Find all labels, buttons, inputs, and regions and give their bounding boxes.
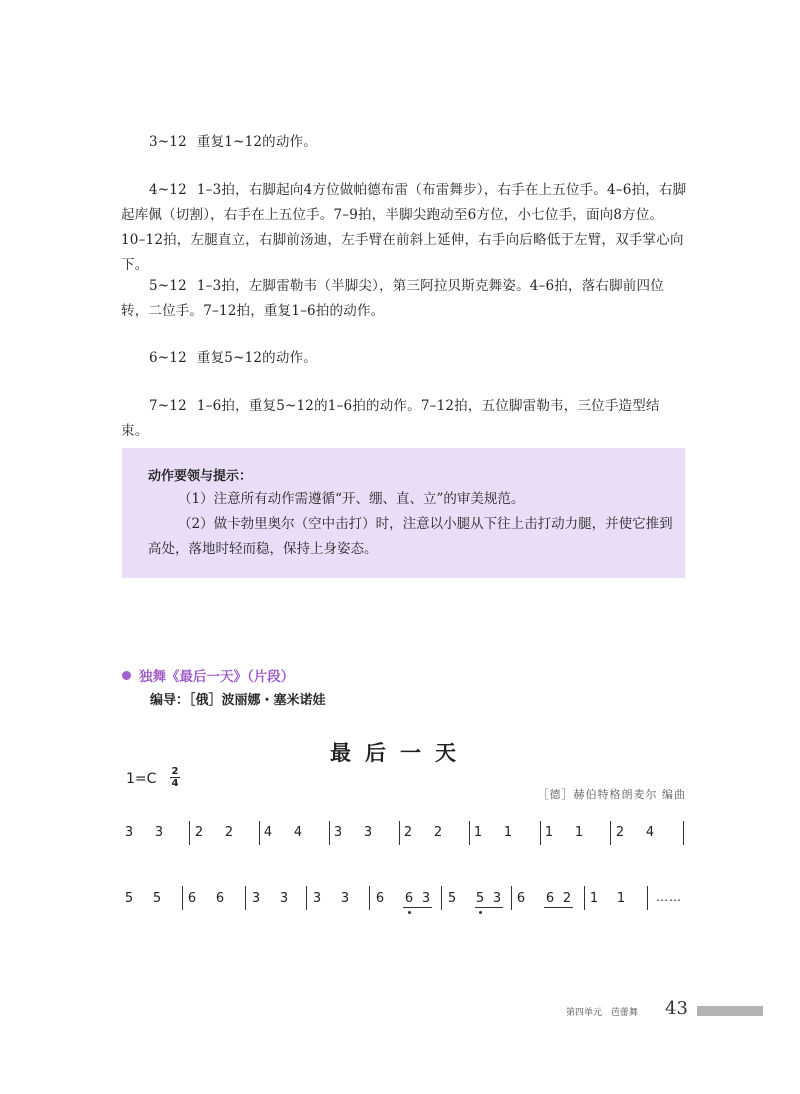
bar-line bbox=[441, 886, 442, 910]
score-note: 3 bbox=[492, 891, 502, 906]
score-note: 1 bbox=[574, 825, 584, 840]
tips-title: 动作要领与提示： bbox=[148, 469, 253, 484]
score-note: 4 bbox=[263, 825, 273, 840]
beat-number: 6~12 bbox=[149, 350, 187, 366]
time-top: 2 bbox=[171, 766, 179, 777]
score-note: 1 bbox=[503, 825, 513, 840]
tip-line-3: 高处，落地时轻而稳，保持上身姿态。 bbox=[148, 541, 378, 557]
score-note: 6 bbox=[404, 891, 414, 906]
footer-bar bbox=[697, 1006, 763, 1016]
eighth-underline bbox=[544, 907, 573, 908]
paragraph-text: 重复1~12的动作。 bbox=[196, 134, 317, 150]
score-note: 2 bbox=[403, 825, 413, 840]
score-note: 3 bbox=[124, 825, 134, 840]
beat-number: 4~12 bbox=[149, 182, 187, 198]
eighth-underline bbox=[403, 907, 432, 908]
score-note: 2 bbox=[433, 825, 443, 840]
page-number: 43 bbox=[665, 998, 688, 1019]
bar-line bbox=[182, 886, 183, 910]
score-note: 3 bbox=[421, 891, 431, 906]
bar-line bbox=[610, 821, 611, 845]
score-note: 5 bbox=[124, 891, 134, 906]
score-note: 1 bbox=[589, 891, 599, 906]
paragraph-text: 重复5~12的动作。 bbox=[196, 350, 317, 366]
score-ellipsis: …… bbox=[656, 890, 682, 904]
section-heading-text: 独舞《最后一天》（片段） bbox=[139, 669, 295, 685]
score-note: 5 bbox=[152, 891, 162, 906]
bar-line bbox=[647, 886, 648, 910]
bar-line bbox=[584, 886, 585, 910]
score-note: 6 bbox=[187, 891, 197, 906]
score-note: 6 bbox=[215, 891, 225, 906]
score-note: 6 bbox=[545, 891, 555, 906]
composer-credit: ［德］赫伯特格朗麦尔 编曲 bbox=[537, 788, 686, 801]
octave-dot bbox=[479, 911, 482, 914]
score-note: 2 bbox=[615, 825, 625, 840]
score-note: 3 bbox=[363, 825, 373, 840]
bar-line bbox=[189, 821, 190, 845]
octave-dot bbox=[408, 911, 411, 914]
bar-line bbox=[511, 886, 512, 910]
tip-line-1: （1）注意所有动作需遵循“开、绷、直、立”的审美规范。 bbox=[178, 491, 525, 507]
score-note: 3 bbox=[340, 891, 350, 906]
paragraph-text: 1–3拍，右脚起向4方位做帕德布雷（布雷舞步），右手在上五位手。4–6拍，右脚起库佩（切割），右手在上五位手。7–9拍，半脚尖跑动至6方位，小七位手，面向8方位。10–12拍，左腿直立，右脚前汤迪，左手臂在前斜上延伸，右手向后略低于左臂，双手掌心向下。 bbox=[121, 182, 687, 273]
score-note: 3 bbox=[312, 891, 322, 906]
score-note: 6 bbox=[375, 891, 385, 906]
score-note: 2 bbox=[224, 825, 234, 840]
footer-unit: 第四单元 芭蕾舞 bbox=[566, 1008, 638, 1018]
bar-line bbox=[469, 821, 470, 845]
score-title: 最后一天 bbox=[330, 740, 470, 765]
beat-number: 7~12 bbox=[149, 398, 187, 414]
score-note: 4 bbox=[645, 825, 655, 840]
score-note: 3 bbox=[279, 891, 289, 906]
bar-line bbox=[369, 886, 370, 910]
key-signature: 1=C bbox=[126, 771, 157, 787]
bar-line bbox=[245, 886, 246, 910]
beat-number: 5~12 bbox=[149, 278, 187, 294]
score-note: 6 bbox=[516, 891, 526, 906]
choreographer-credit: 编导：［俄］波丽娜・塞米诺娃 bbox=[150, 693, 326, 708]
bar-line bbox=[329, 821, 330, 845]
score-note: 5 bbox=[447, 891, 457, 906]
bar-line bbox=[683, 821, 684, 845]
eighth-underline bbox=[475, 907, 503, 908]
beat-number: 3~12 bbox=[149, 134, 187, 150]
score-note: 1 bbox=[473, 825, 483, 840]
score-note: 3 bbox=[251, 891, 261, 906]
score-note: 3 bbox=[154, 825, 164, 840]
bar-line bbox=[259, 821, 260, 845]
time-bottom: 4 bbox=[171, 778, 179, 789]
score-note: 1 bbox=[544, 825, 554, 840]
score-note: 5 bbox=[475, 891, 485, 906]
paragraph-text: 1–3拍，左脚雷勒韦（半脚尖），第三阿拉贝斯克舞姿。4–6拍，落右脚前四位转，二位手。7–12拍，重复1–6拍的动作。 bbox=[121, 278, 664, 319]
score-note: 2 bbox=[562, 891, 572, 906]
score-note: 4 bbox=[293, 825, 303, 840]
bar-line bbox=[399, 821, 400, 845]
paragraph-text: 1–6拍，重复5~12的1–6拍的动作。7–12拍，五位脚雷勒韦，三位手造型结束。 bbox=[121, 398, 660, 439]
score-note: 2 bbox=[194, 825, 204, 840]
score-note: 3 bbox=[333, 825, 343, 840]
bar-line bbox=[540, 821, 541, 845]
tip-line-2: （2）做卡勃里奥尔（空中击打）时，注意以小腿从下往上击打动力腿，并使它推到 bbox=[178, 516, 673, 532]
score-note: 1 bbox=[616, 891, 626, 906]
bar-line bbox=[306, 886, 307, 910]
